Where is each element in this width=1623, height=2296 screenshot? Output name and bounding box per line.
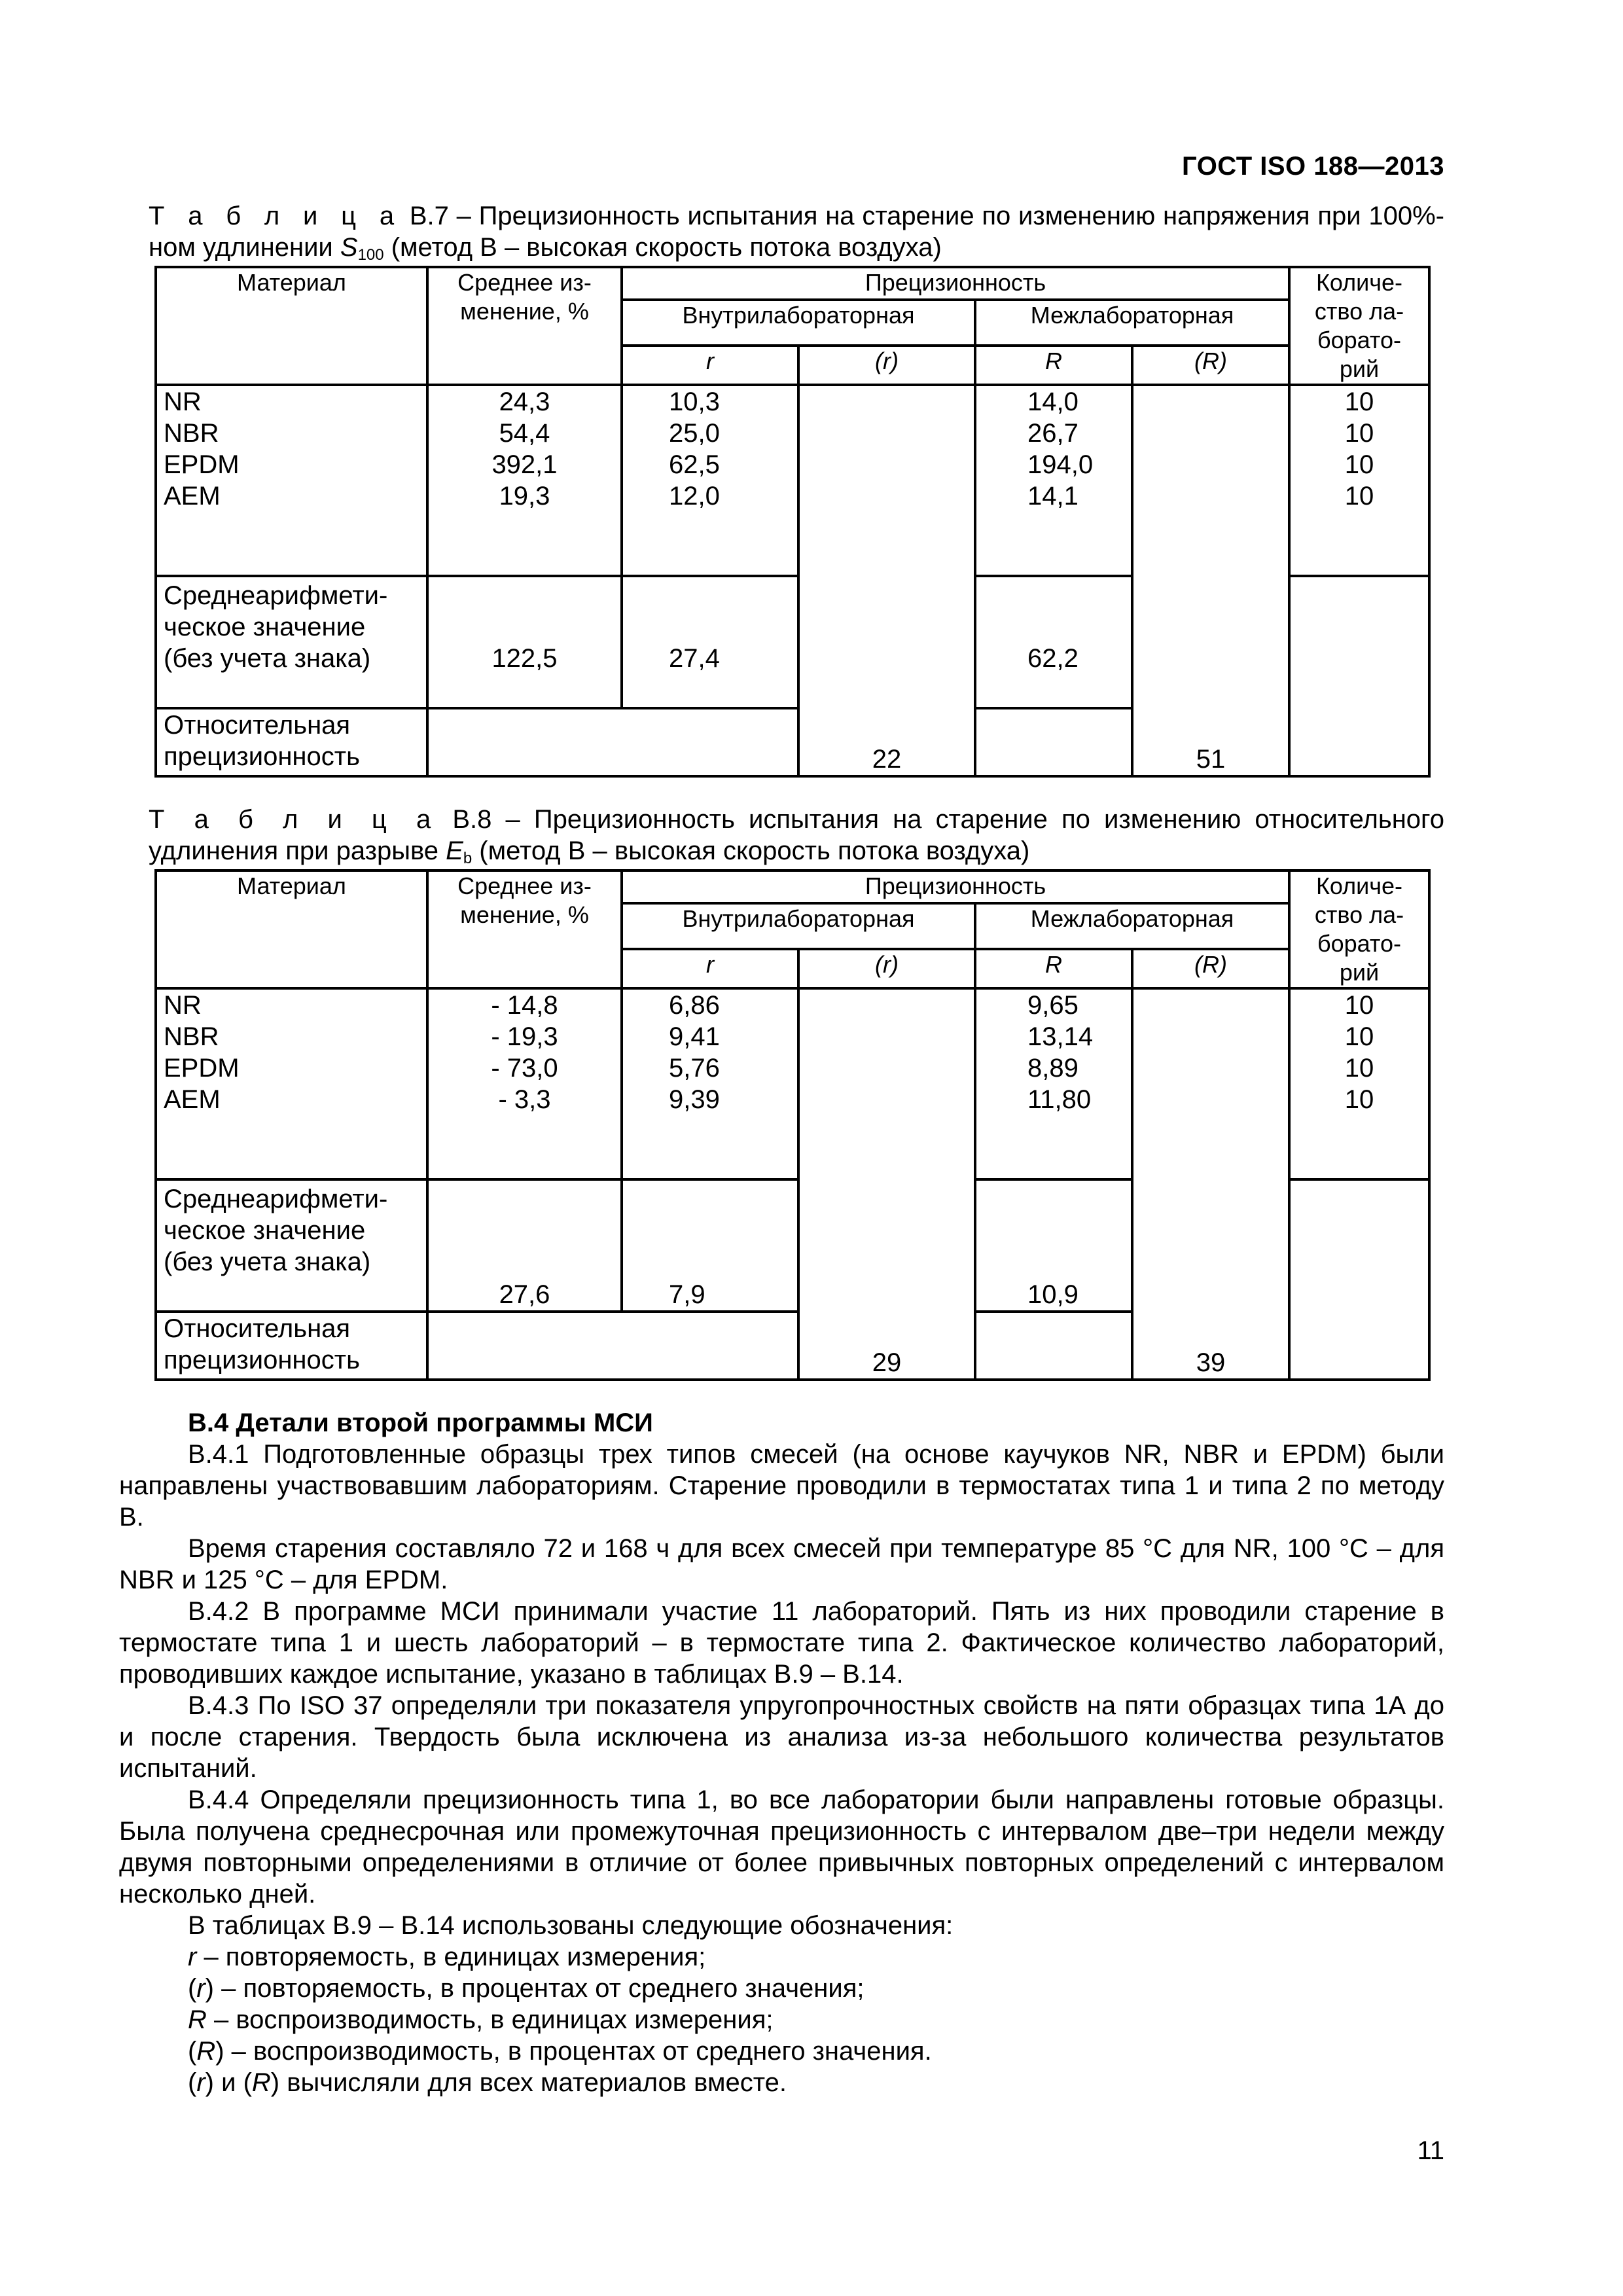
- avg-r-cell: 27,4: [622, 576, 798, 708]
- header-r-pct: (r): [798, 949, 975, 988]
- paragraph-notation-intro: В таблицах В.9 – В.14 использованы следующие обозначения:: [188, 1911, 954, 1940]
- header-inter: Межлабораторная: [975, 300, 1289, 346]
- materials-cell: NR NBR EPDM AEM: [156, 385, 427, 576]
- header-material: Материал: [156, 870, 427, 988]
- rel-empty-cell-2: [975, 1312, 1132, 1380]
- labs-empty-cell: [1289, 576, 1429, 776]
- R-values-cell: 9,65 13,14 8,89 11,80: [975, 988, 1132, 1179]
- rel-empty-cell: [427, 1312, 798, 1380]
- header-intra: Внутрилабораторная: [622, 903, 975, 949]
- avg-mean-cell: 27,6: [427, 1179, 622, 1312]
- header-mean-change: Среднее из- менение, %: [427, 267, 622, 385]
- table-b8-caption: [149, 804, 1444, 867]
- r-values-cell: 10,3 25,0 62,5 12,0: [622, 385, 798, 576]
- definition-r: r – повторяемость, в единицах измерения;: [188, 1943, 706, 1971]
- caption-text: В.7 – Прецизионность испытания на старение по изменению напряжения при 100%-ном удлинении: [149, 202, 1445, 262]
- header-precision: Прецизионность: [622, 267, 1289, 300]
- rel-label-cell: Относительная прецизионность: [156, 708, 427, 776]
- header-r-pct: (r): [798, 346, 975, 385]
- avg-r-cell: 7,9: [622, 1179, 798, 1312]
- caption-text: В.8 – Прецизионность испытания на старение по изменению относительного удлинения при разрыве: [149, 805, 1445, 865]
- paragraph-b41: B.4.1 Подготовленные образцы трех типов смесей (на основе каучуков NR, NBR и EPDM) были направлены участвовавшим лабораториям. Старение проводили в термостатах типа 1 и типа 2 по методу В.: [119, 1440, 1444, 1532]
- definition-R: R – воспроизводимость, в единицах измерения;: [188, 2005, 774, 2034]
- labs-cell: 10 10 10 10: [1289, 385, 1429, 576]
- rel-R-cell: 39: [1132, 988, 1289, 1380]
- rel-empty-cell-2: [975, 708, 1132, 776]
- header-r: r: [622, 949, 798, 988]
- rel-r-cell: 29: [798, 988, 975, 1380]
- r-values-cell: 6,86 9,41 5,76 9,39: [622, 988, 798, 1179]
- table-b7: [154, 266, 1431, 778]
- page-number: 11: [1417, 2136, 1444, 2165]
- rel-R-cell: 51: [1132, 385, 1289, 776]
- rel-label-cell: Относительная прецизионность: [156, 1312, 427, 1380]
- rel-empty-cell: [427, 708, 798, 776]
- caption-tail: (метод B – высокая скорость потока воздуха): [472, 836, 1030, 865]
- mean-change-cell: 24,3 54,4 392,1 19,3: [427, 385, 622, 576]
- caption-sub: 100: [357, 246, 384, 264]
- definition-R-pct: (R) – воспроизводимость, в процентах от среднего значения.: [188, 2037, 932, 2066]
- caption-var: S: [340, 233, 358, 262]
- avg-R-cell: 62,2: [975, 576, 1132, 708]
- table-b7-caption: [149, 200, 1444, 263]
- table-b8: [154, 869, 1431, 1381]
- avg-R-cell: 10,9: [975, 1179, 1132, 1312]
- paragraph-b43: B.4.3 По ISO 37 определяли три показателя упругопрочностных свойств на пяти образцах типа 1А до и после старения. Твердость была исключена из анализа из-за небольшого количества результатов испытаний.: [119, 1691, 1444, 1783]
- header-R: R: [975, 346, 1132, 385]
- labs-cell: 10 10 10 10: [1289, 988, 1429, 1179]
- standard-header: ГОСТ ISO 188—2013: [1182, 152, 1444, 181]
- section-b4: [119, 1407, 1444, 2098]
- avg-label-cell: Среднеарифмети- ческое значение (без учета знака): [156, 576, 427, 708]
- header-r: r: [622, 346, 798, 385]
- labs-empty-cell: [1289, 1179, 1429, 1380]
- definition-r-pct: (r) – повторяемость, в процентах от среднего значения;: [188, 1974, 865, 2003]
- header-precision: Прецизионность: [622, 870, 1289, 903]
- header-R-pct: (R): [1132, 949, 1289, 988]
- header-R: R: [975, 949, 1132, 988]
- header-labs: Количе- ство ла- борато- рий: [1289, 267, 1429, 385]
- header-R-pct: (R): [1132, 346, 1289, 385]
- paragraph-b42: B.4.2 В программе МСИ принимали участие 11 лабораторий. Пять из них проводили старение в термостате типа 1 и шесть лабораторий – в термостате типа 2. Фактическое количество лабораторий, проводивших каждое испытание, указано в таблицах В.9 – В.14.: [119, 1597, 1444, 1689]
- paragraph-b44: B.4.4 Определяли прецизионность типа 1, во все лаборатории были направлены готовые образцы. Была получена среднесрочная или промежуточная прецизионность с интервалом две–три недели между двумя повторными определениями в отличие от более привычных повторных определений с интервалом несколько дней.: [119, 1785, 1444, 1909]
- mean-change-cell: - 14,8 - 19,3 - 73,0 - 3,3: [427, 988, 622, 1179]
- caption-var: E: [446, 836, 463, 865]
- caption-prefix: Т а б л и ц а: [149, 202, 402, 230]
- caption-tail: (метод B – высокая скорость потока воздуха): [383, 233, 942, 262]
- avg-label-cell: Среднеарифмети- ческое значение (без учета знака): [156, 1179, 427, 1312]
- section-title: B.4 Детали второй программы МСИ: [188, 1408, 653, 1437]
- rel-r-cell: 22: [798, 385, 975, 776]
- definition-combined: (r) и (R) вычисляли для всех материалов вместе.: [188, 2068, 787, 2097]
- header-mean-change: Среднее из- менение, %: [427, 870, 622, 988]
- R-values-cell: 14,0 26,7 194,0 14,1: [975, 385, 1132, 576]
- header-material: Материал: [156, 267, 427, 385]
- caption-prefix: Т а б л и ц а: [149, 805, 439, 834]
- header-inter: Межлабораторная: [975, 903, 1289, 949]
- paragraph-aging-time: Время старения составляло 72 и 168 ч для всех смесей при температуре 85 °С для NR, 100 °С – для NBR и 125 °С – для EPDM.: [119, 1534, 1444, 1594]
- caption-sub: b: [463, 850, 473, 867]
- header-labs: Количе- ство ла- борато- рий: [1289, 870, 1429, 988]
- materials-cell: NR NBR EPDM AEM: [156, 988, 427, 1179]
- header-intra: Внутрилабораторная: [622, 300, 975, 346]
- avg-mean-cell: 122,5: [427, 576, 622, 708]
